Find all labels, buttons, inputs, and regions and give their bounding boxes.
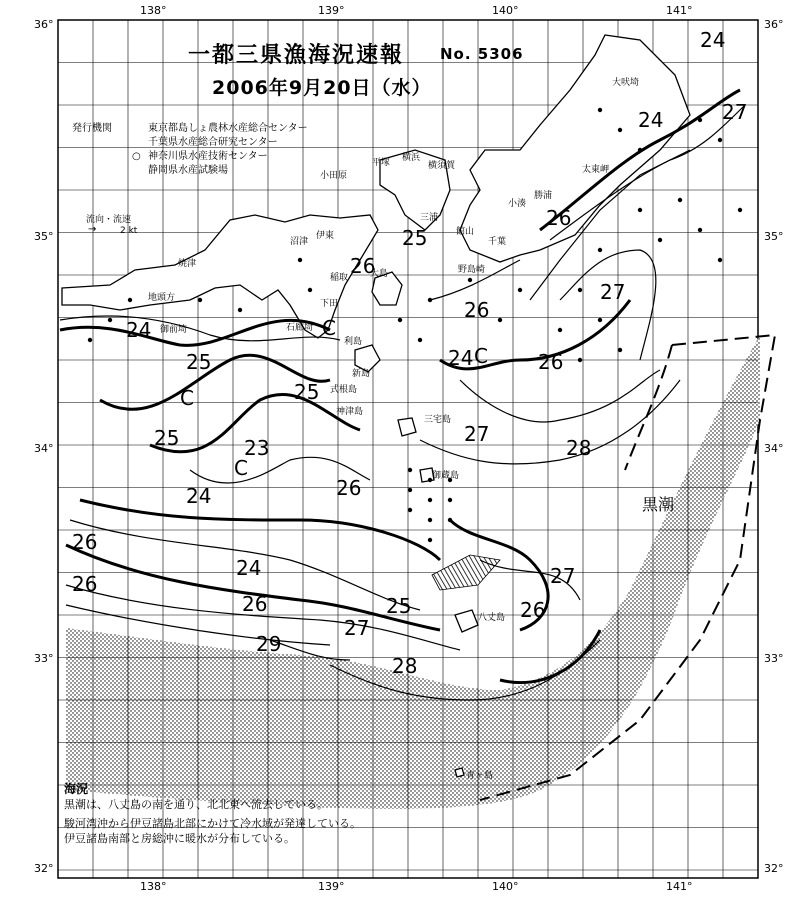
station-dot — [418, 338, 422, 342]
station-dot — [408, 488, 412, 492]
isotherm-label: 28 — [566, 436, 592, 460]
station-dot — [468, 278, 472, 282]
place-name: 千葉 — [488, 237, 507, 247]
current-legend-label: 流向・流速 — [86, 215, 132, 225]
lon-label-140: 140° — [492, 4, 519, 17]
conditions-panel — [64, 782, 754, 846]
place-name: 太東岬 — [582, 165, 610, 175]
conditions-line: 駿河湾沖から伊豆諸島北部にかけて冷水域が発達している。 — [64, 817, 361, 830]
station-dot — [638, 148, 642, 152]
place-name: 式根島 — [330, 385, 358, 395]
station-dot — [718, 258, 722, 262]
isotherm-label: C — [474, 344, 488, 368]
station-dot — [618, 348, 622, 352]
place-name: 三浦 — [420, 213, 439, 223]
station-dot — [658, 238, 662, 242]
station-dot — [428, 498, 432, 502]
isotherm-label: 26 — [336, 476, 362, 500]
station-dot — [598, 248, 602, 252]
place-name: 大島 — [370, 269, 389, 279]
lat-label-35-right: 35° — [764, 230, 784, 243]
station-dot — [698, 118, 702, 122]
isotherm-label: 25 — [154, 426, 180, 450]
isotherm-label: 29 — [256, 632, 282, 656]
conditions-line: 黒潮は、八丈島の南を通り、北北東へ流去している。 — [64, 798, 328, 811]
place-name: 焼津 — [178, 259, 197, 269]
lon-label-139: 139° — [318, 4, 345, 17]
current-legend-scale: 2 kt — [120, 226, 138, 236]
isotherm-label: 26 — [464, 298, 490, 322]
isotherm-label: C — [234, 456, 248, 480]
isotherm-label: 27 — [464, 422, 490, 446]
publisher-label: 発行機関 — [72, 123, 112, 134]
isotherm-label: 24 — [448, 346, 474, 370]
place-name: 下田 — [320, 299, 339, 309]
kuroshio-label: 黒潮 — [642, 495, 675, 514]
station-dot — [238, 308, 242, 312]
isotherm-label: 26 — [350, 254, 376, 278]
report-date: 2006年9月20日（水） — [212, 77, 432, 99]
place-name: 御前埼 — [160, 325, 188, 335]
publisher-item: 東京都島しょ農林水産総合センター — [148, 123, 308, 134]
place-name: 横浜 — [402, 153, 421, 163]
place-name: 八丈島 — [478, 613, 506, 623]
station-dot — [448, 498, 452, 502]
isotherm-label: 24 — [186, 484, 212, 508]
place-name: 大吠埼 — [612, 78, 640, 88]
isotherm-label: 26 — [72, 572, 98, 596]
publisher-item: 静岡県水産試験場 — [148, 165, 228, 176]
station-dot — [558, 328, 562, 332]
station-dot — [408, 508, 412, 512]
isotherm-label: 24 — [700, 28, 726, 52]
station-dot — [718, 138, 722, 142]
place-name: 石廊埼 — [286, 323, 314, 333]
place-name: 沼津 — [290, 237, 309, 247]
station-dot — [408, 468, 412, 472]
publisher-item: 神奈川県水産技術センター — [148, 151, 268, 162]
station-dot — [198, 298, 202, 302]
isotherm-label: 27 — [550, 564, 576, 588]
place-name: 新島 — [352, 369, 371, 379]
lat-label-36: 36° — [34, 18, 54, 31]
isotherm-label: 25 — [402, 226, 428, 250]
isotherm-label: 24 — [236, 556, 262, 580]
station-dot — [128, 298, 132, 302]
current-arrow-icon: → — [88, 224, 97, 235]
station-dot — [448, 518, 452, 522]
station-dot — [618, 128, 622, 132]
lat-label-32-right: 32° — [764, 862, 784, 875]
station-dot — [498, 318, 502, 322]
station-dot — [678, 198, 682, 202]
isotherm-label: 26 — [520, 598, 546, 622]
isotherm-label: C — [180, 386, 194, 410]
lat-label-35: 35° — [34, 230, 54, 243]
isotherm-label: 24 — [638, 108, 664, 132]
place-name: 御蔵島 — [432, 471, 460, 481]
isotherm-label: 26 — [72, 530, 98, 554]
lon-label-138: 138° — [140, 4, 167, 17]
publisher-item: 千葉県水産総合研究センター — [148, 137, 278, 148]
isotherm-label: 26 — [546, 206, 572, 230]
place-name: 利島 — [344, 337, 363, 347]
lon-label-140-bottom: 140° — [492, 880, 519, 893]
place-name: 小田原 — [320, 171, 348, 181]
station-dot — [108, 318, 112, 322]
isotherm-label: 28 — [392, 654, 418, 678]
isotherm-label: 24 — [126, 318, 152, 342]
isotherm-label: 27 — [722, 100, 748, 124]
place-name: 神津島 — [336, 407, 364, 417]
isotherm-label: 25 — [294, 380, 320, 404]
lat-label-34: 34° — [34, 442, 54, 455]
isotherm-label: 27 — [344, 616, 370, 640]
place-name: 地頭方 — [148, 293, 176, 303]
station-dot — [578, 288, 582, 292]
lat-label-34-right: 34° — [764, 442, 784, 455]
isotherm-label: 25 — [186, 350, 212, 374]
station-dot — [638, 208, 642, 212]
station-dot — [428, 538, 432, 542]
place-name: 青ヶ島 — [466, 771, 494, 781]
place-name: 野島崎 — [458, 265, 486, 275]
lat-label-33-right: 33° — [764, 652, 784, 665]
station-dot — [308, 288, 312, 292]
lon-label-141: 141° — [666, 4, 693, 17]
lat-label-36-right: 36° — [764, 18, 784, 31]
isotherm-label: 27 — [600, 280, 626, 304]
station-dot — [598, 318, 602, 322]
isotherm-label: 23 — [244, 436, 270, 460]
station-dot — [578, 358, 582, 362]
conditions-heading: 海況 — [64, 782, 89, 796]
place-name: 小湊 — [508, 199, 527, 209]
place-name: 伊東 — [316, 231, 335, 241]
lon-label-138-bottom: 138° — [140, 880, 167, 893]
station-dot — [518, 288, 522, 292]
station-dot — [428, 298, 432, 302]
isotherm-label: C — [322, 316, 336, 340]
circle-icon: ○ — [132, 151, 141, 162]
isotherm-label: 26 — [242, 592, 268, 616]
place-name: 三宅島 — [424, 415, 452, 425]
station-dot — [428, 518, 432, 522]
place-name: 平塚 — [372, 158, 391, 168]
isotherm-label: 26 — [538, 350, 564, 374]
station-dot — [88, 338, 92, 342]
station-dot — [598, 108, 602, 112]
lon-label-139-bottom: 139° — [318, 880, 345, 893]
isotherm-label: 25 — [386, 594, 412, 618]
station-dot — [398, 318, 402, 322]
station-dot — [698, 228, 702, 232]
lon-label-141-bottom: 141° — [666, 880, 693, 893]
conditions-line: 伊豆諸島南部と房総沖に暖水が分布している。 — [64, 832, 295, 845]
lat-label-32: 32° — [34, 862, 54, 875]
issue-number: No. 5306 — [440, 45, 524, 63]
station-dot — [298, 258, 302, 262]
station-dot — [738, 208, 742, 212]
kuroshio-area — [66, 335, 760, 809]
place-name: 稲取 — [330, 273, 349, 283]
lat-label-33: 33° — [34, 652, 54, 665]
place-name: 勝浦 — [534, 191, 553, 201]
place-name: 横須賀 — [428, 161, 456, 171]
place-name: 館山 — [456, 227, 475, 237]
report-title: 一都三県漁海況速報 — [188, 43, 405, 68]
